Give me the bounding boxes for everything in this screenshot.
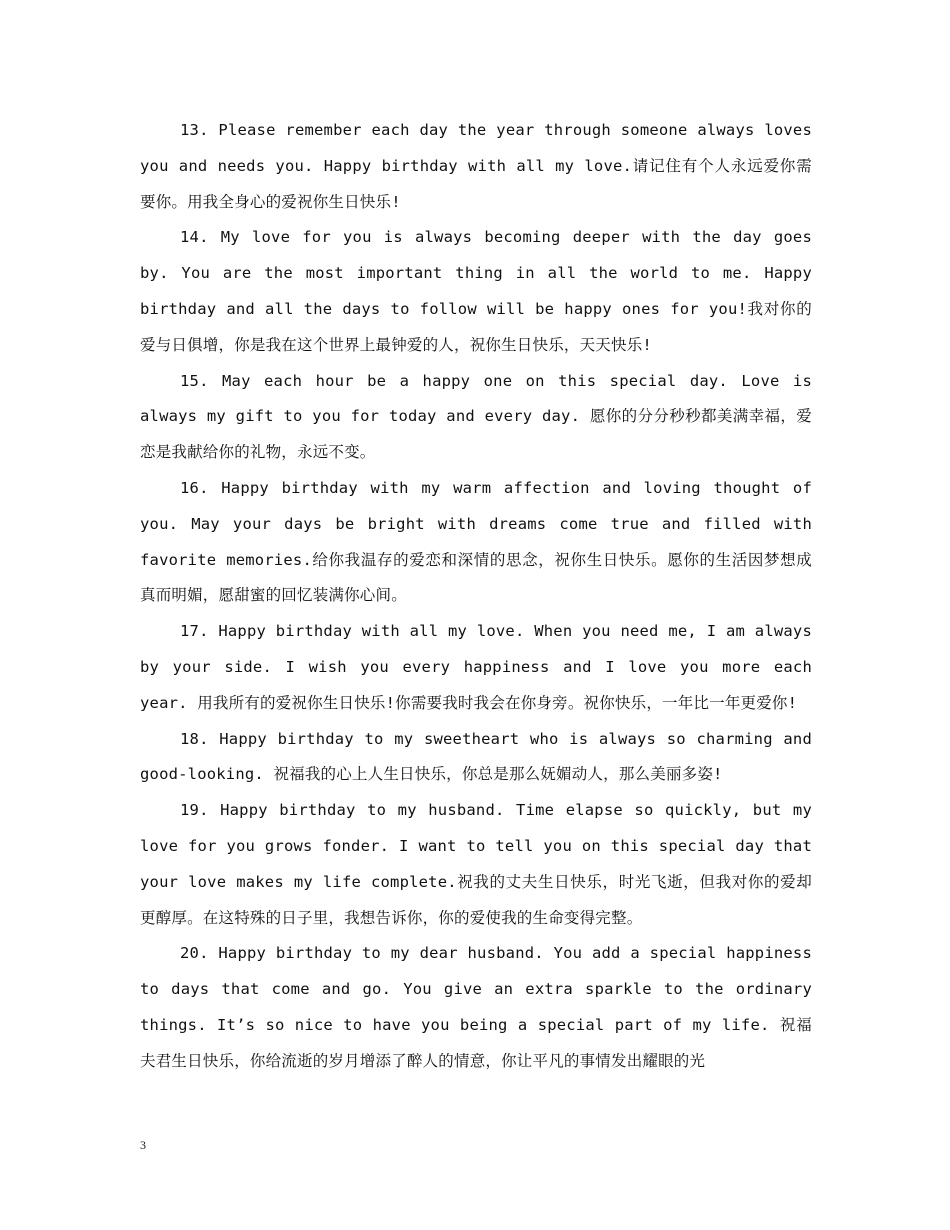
paragraph-19: 19. Happy birthday to my husband. Time elapse so quickly, but my love for you grows fonder. I want to tell you on this special day that your love makes my life complete.祝我的丈夫生日快乐，时光飞逝，但我对你的爱却更醇厚。在这特殊的日子里，我想告诉你，你的爱使我的生命变得完整。 <box>140 801 812 927</box>
paragraph-14: 14. My love for you is always becoming deeper with the day goes by. You are the most important thing in all the world to me. Happy birthday and all the days to follow will be happy ones for you!我对你的爱与日俱增，你是我在这个世界上最钟爱的人，祝你生日快乐，天天快乐! <box>140 228 812 354</box>
paragraph-17: 17. Happy birthday with all my love. When you need me, I am always by your side. I wish you every happiness and I love you more each year. 用我所有的爱祝你生日快乐!你需要我时我会在你身旁。祝你快乐，一年比一年更爱你! <box>140 622 812 712</box>
paragraph-16: 16. Happy birthday with my warm affection and loving thought of you. May your days be bright with dreams come true and filled with favorite memories.给你我温存的爱恋和深情的思念，祝你生日快乐。愿你的生活因梦想成真而明媚，愿甜蜜的回忆装满你心间。 <box>140 478 812 605</box>
paragraph-20: 20. Happy birthday to my dear husband. You add a special happiness to days that come and go. You give an extra sparkle to the ordinary things. It’s so nice to have you being a special part of my life. 祝福夫君生日快乐，你给流逝的岁月增添了醉人的情意，你让平凡的事情发出耀眼的光 <box>140 944 812 1070</box>
paragraph-13: 13. Please remember each day the year through someone always loves you and needs you. Happy birthday with all my love.请记住有个人永远爱你需要你。用我全身心的爱祝你生日快乐! <box>140 121 812 211</box>
paragraph-18: 18. Happy birthday to my sweetheart who is always so charming and good-looking. 祝福我的心上人生日快乐，你总是那么妩媚动人，那么美丽多姿! <box>140 729 812 784</box>
paragraph-15: 15. May each hour be a happy one on this special day. Love is always my gift to you for today and every day. 愿你的分分秒秒都美满幸福，爱恋是我献给你的礼物，永远不变。 <box>140 371 812 462</box>
page-number: 3 <box>140 1138 146 1152</box>
document-body <box>140 113 812 1080</box>
